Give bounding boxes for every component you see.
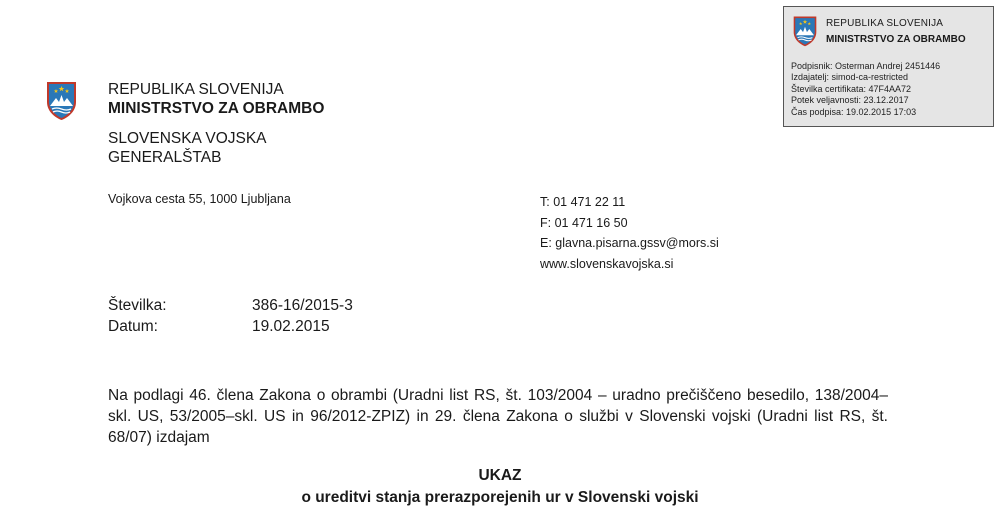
email-address: E: glavna.pisarna.gssv@mors.si <box>540 236 719 250</box>
letterhead-general-staff: GENERALŠTAB <box>108 149 222 166</box>
letterhead-ministry: MINISTRSTVO ZA OBRAMBO <box>108 100 325 117</box>
coat-of-arms-icon <box>45 80 78 121</box>
signature-org-name: REPUBLIKA SLOVENIJA <box>826 18 944 29</box>
document-number-label: Številka: <box>108 297 167 314</box>
document-date-value: 19.02.2015 <box>252 317 330 335</box>
document-title: UKAZ <box>478 467 522 484</box>
letterhead-army: SLOVENSKA VOJSKA <box>108 130 267 147</box>
signature-expiry: Potek veljavnosti: 23.12.2017 <box>791 95 909 106</box>
document-number-value: 386-16/2015-3 <box>252 297 353 314</box>
fax-number: F: 01 471 16 50 <box>540 215 628 230</box>
document-date-row <box>108 317 353 338</box>
document-subtitle: o ureditvi stanja prerazporejenih ur v Slovenski vojski <box>301 489 699 506</box>
signature-details <box>791 61 940 118</box>
postal-address: Vojkova cesta 55, 1000 Ljubljana <box>108 192 291 206</box>
signature-time: Čas podpisa: 19.02.2015 17:03 <box>791 106 917 117</box>
digital-signature-box <box>783 6 994 127</box>
contact-block <box>540 192 719 274</box>
signature-certificate: Številka certifikata: 47F4AA72 <box>791 83 912 94</box>
phone-number: T: 01 471 22 11 <box>540 195 626 209</box>
document-date-label: Datum: <box>108 317 158 335</box>
signature-signer: Podpisnik: Osterman Andrej 2451446 <box>791 61 941 71</box>
document-number-row <box>108 296 353 317</box>
document-meta <box>108 296 353 337</box>
website-link: www.slovenskavojska.si <box>540 256 674 271</box>
signature-ministry-name: MINISTRSTVO ZA OBRAMBO <box>826 34 966 45</box>
letterhead-republic: REPUBLIKA SLOVENIJA <box>108 81 284 98</box>
legal-basis-paragraph: Na podlagi 46. člena Zakona o obrambi (Uradni list RS, št. 103/2004 – uradno prečiščeno besedilo, 138/2004–skl. US, 53/2005–skl. US in 96/2012-ZPIZ) in 29. člena Zakona o službi v Slovenski vojski (Uradni list RS, št. 68/07) izdajam <box>108 387 888 446</box>
signature-issuer: Izdajatelj: simod-ca-restricted <box>791 72 909 83</box>
coat-of-arms-icon <box>792 15 818 47</box>
